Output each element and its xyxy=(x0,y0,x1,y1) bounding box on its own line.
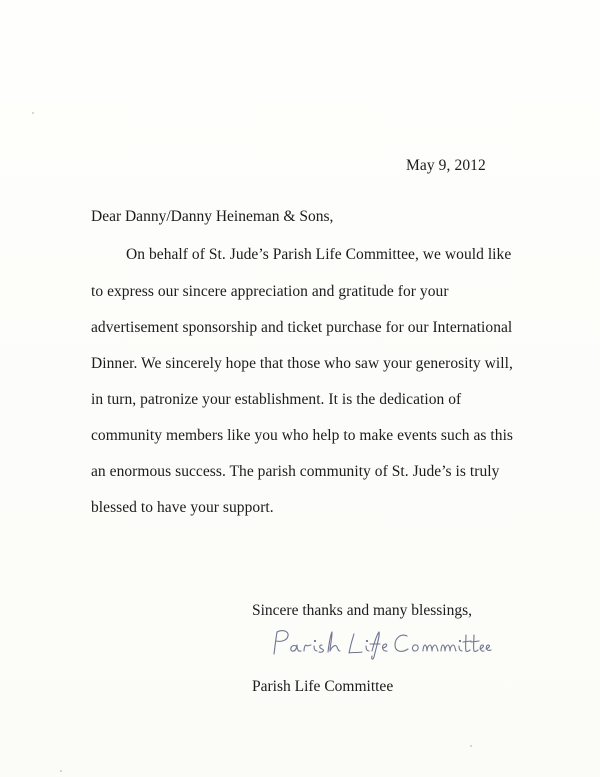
body-line: an enormous success. The parish community of St. Jude’s is truly xyxy=(91,463,500,480)
salutation: Dear Danny/Danny Heineman & Sons, xyxy=(91,208,334,225)
body-line: advertisement sponsorship and ticket purchase for our International xyxy=(91,319,513,336)
signer-name: Parish Life Committee xyxy=(252,678,394,695)
body-line: to express our sincere appreciation and gratitude for your xyxy=(91,283,449,300)
body-line: Dinner. We sincerely hope that those who saw your generosity will, xyxy=(91,355,513,372)
body-line: blessed to have your support. xyxy=(91,499,274,516)
body-line: On behalf of St. Jude’s Parish Life Committee, we would like xyxy=(126,246,512,263)
handwritten-signature xyxy=(266,624,496,664)
paper-speck xyxy=(32,112,34,114)
closing: Sincere thanks and many blessings, xyxy=(252,602,472,619)
letter-date: May 9, 2012 xyxy=(406,157,486,174)
body-line: community members like you who help to make events such as this xyxy=(91,427,514,444)
paper-speck xyxy=(60,770,62,772)
paper-speck xyxy=(470,745,472,747)
body-line: in turn, patronize your establishment. It is the dedication of xyxy=(91,391,462,408)
